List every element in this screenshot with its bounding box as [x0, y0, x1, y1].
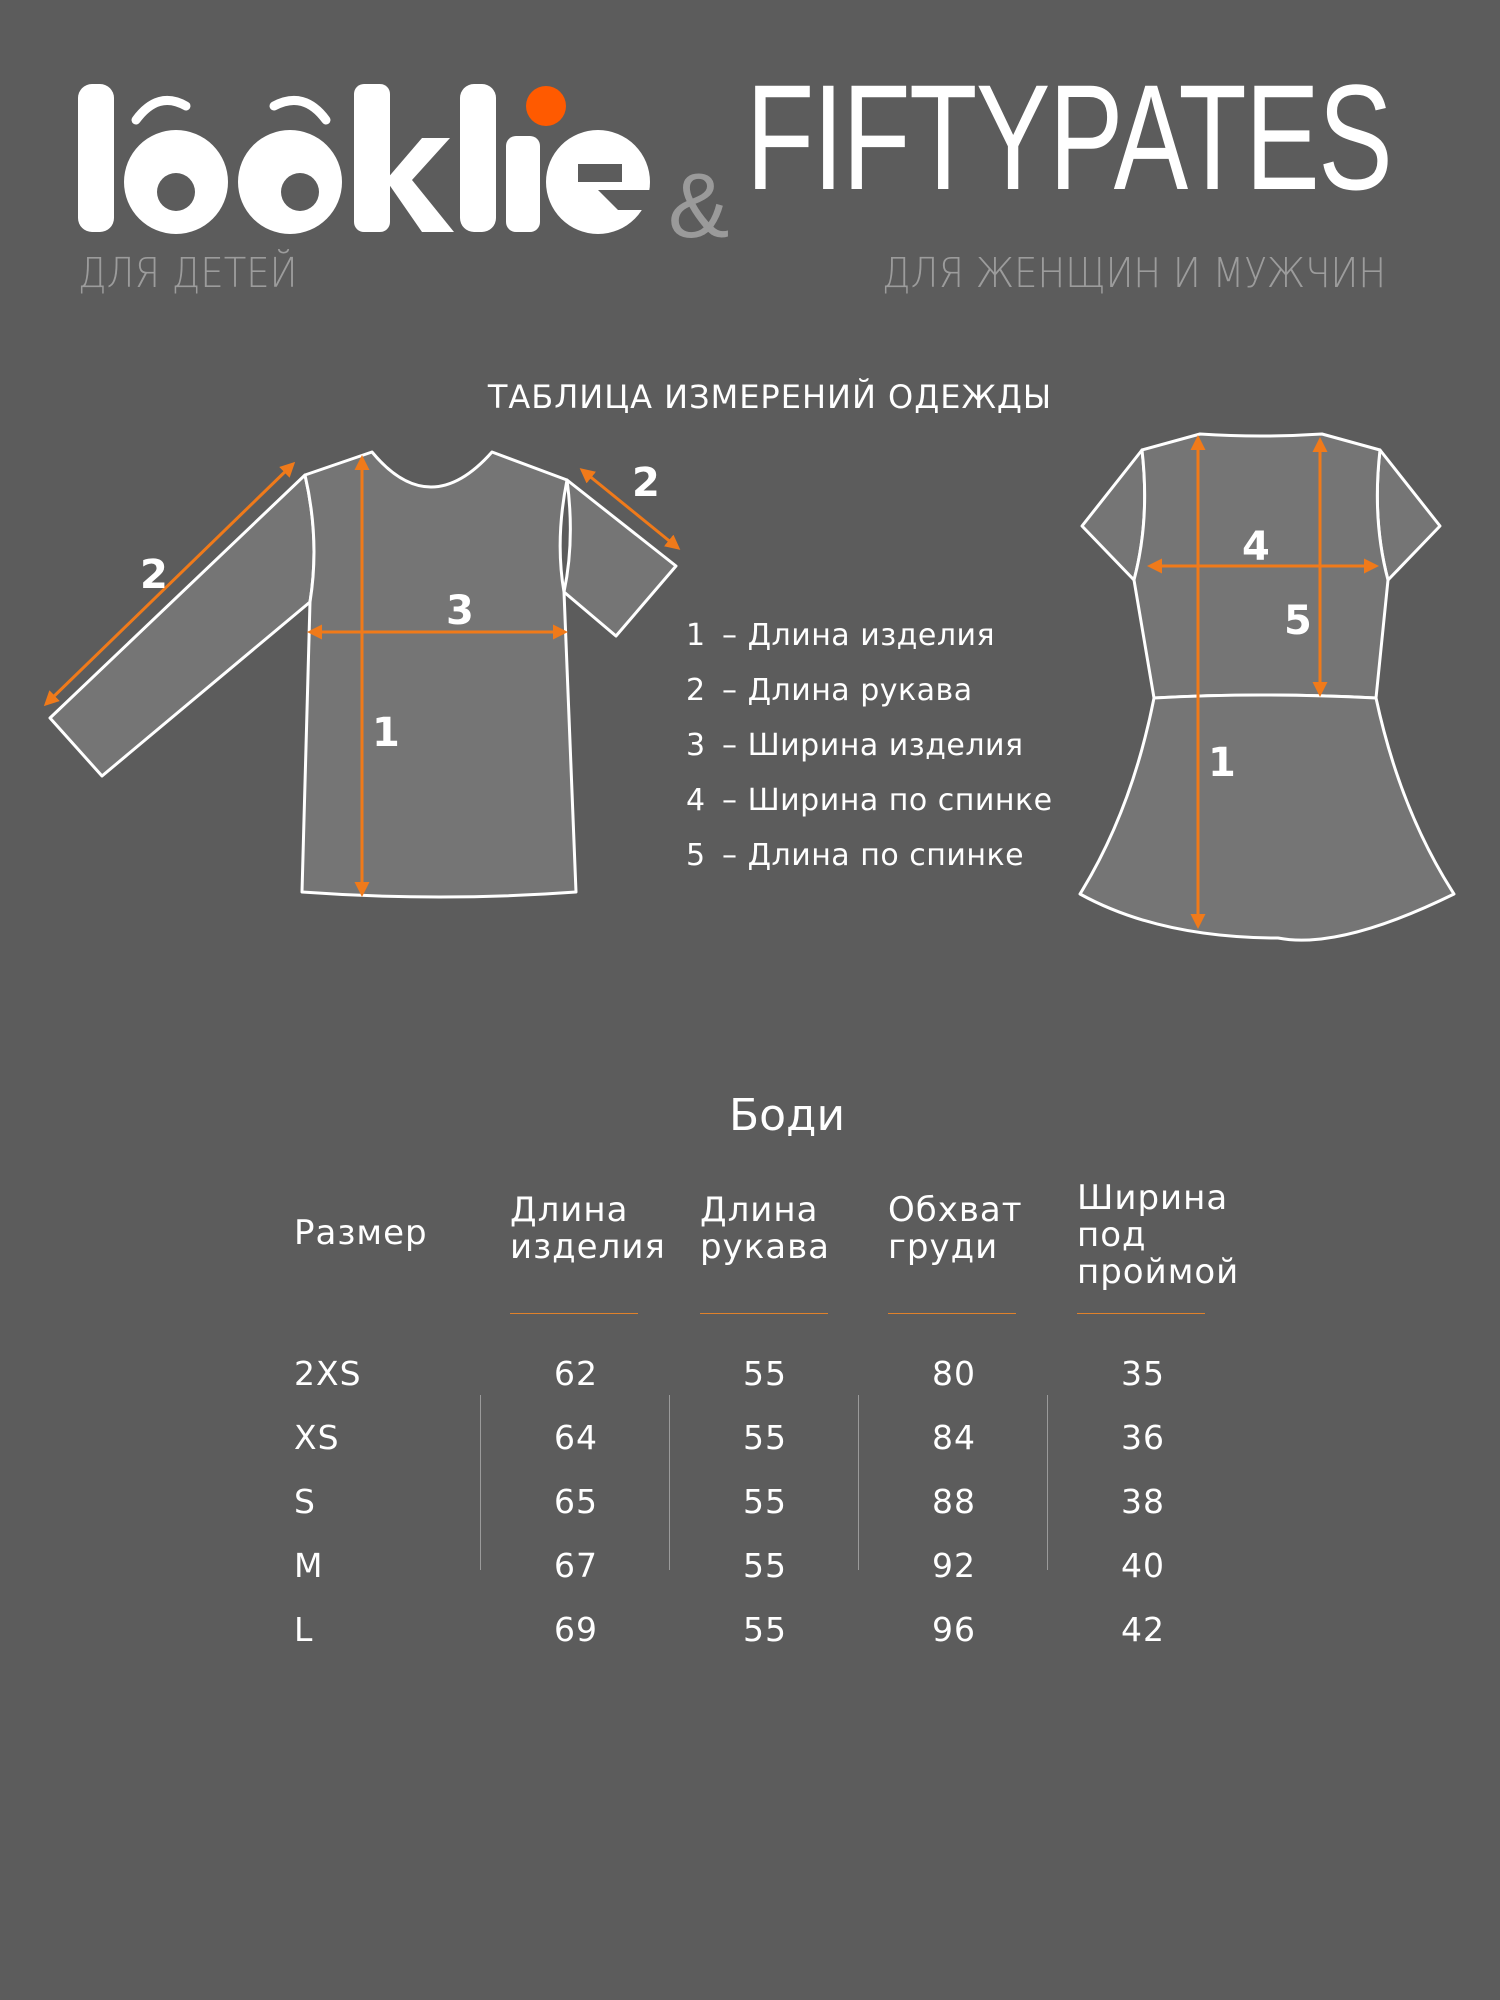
shirt-label-2-right: 2	[632, 460, 660, 506]
legend-item: 1 – Длина изделия	[686, 618, 996, 653]
header-underline	[1077, 1313, 1205, 1314]
tagline-kids: ДЛЯ ДЕТЕЙ	[78, 249, 298, 297]
table-cell-width: 42	[1121, 1610, 1165, 1649]
table-cell-length: 64	[554, 1418, 598, 1457]
header-underline	[510, 1313, 638, 1314]
column-divider	[858, 1395, 859, 1570]
dress-diagram	[1060, 420, 1460, 964]
dress-label-4: 4	[1242, 524, 1270, 570]
table-cell-chest: 84	[932, 1418, 976, 1457]
table-cell-length: 69	[554, 1610, 598, 1649]
fiftypates-logo: FIFTYPATES	[746, 53, 1392, 221]
table-cell-chest: 80	[932, 1354, 976, 1393]
shirt-label-2-left: 2	[140, 552, 168, 598]
column-divider	[480, 1395, 481, 1570]
dress-label-5: 5	[1284, 598, 1312, 644]
header-chest: Обхват груди	[888, 1190, 1023, 1267]
table-title: Боди	[728, 1090, 846, 1141]
tagline-adults: ДЛЯ ЖЕНЩИН И МУЖЧИН	[881, 249, 1386, 297]
table-cell-length: 65	[554, 1482, 598, 1521]
table-cell-sleeve: 55	[743, 1418, 787, 1457]
legend-item: 3 – Ширина изделия	[686, 728, 1024, 763]
table-cell-width: 38	[1121, 1482, 1165, 1521]
legend-item: 5 – Длина по спинке	[686, 838, 1025, 873]
measurement-legend	[686, 618, 1053, 893]
table-cell-sleeve: 55	[743, 1610, 787, 1649]
table-cell-sleeve: 55	[743, 1482, 787, 1521]
column-divider	[1047, 1395, 1048, 1570]
table-cell-sleeve: 55	[743, 1354, 787, 1393]
column-divider	[669, 1395, 670, 1570]
header-underline	[888, 1313, 1016, 1314]
shirt-label-3: 3	[446, 588, 474, 634]
table-cell-width: 36	[1121, 1418, 1165, 1457]
looklie-logo	[78, 80, 658, 244]
table-cell-width: 40	[1121, 1546, 1165, 1585]
table-cell-length: 67	[554, 1546, 598, 1585]
header-width: Ширина под проймой	[1077, 1178, 1240, 1292]
table-row-size: XS	[294, 1418, 340, 1457]
table-row-size: 2XS	[294, 1354, 362, 1393]
legend-item: 2 – Длина рукава	[686, 673, 973, 708]
table-cell-length: 62	[554, 1354, 598, 1393]
header-length: Длина изделия	[510, 1190, 666, 1267]
header-sleeve: Длина рукава	[700, 1190, 830, 1267]
header-size: Размер	[294, 1213, 428, 1253]
table-row-size: S	[294, 1482, 316, 1521]
table-cell-chest: 88	[932, 1482, 976, 1521]
header-underline	[700, 1313, 828, 1314]
legend-item: 4 – Ширина по спинке	[686, 783, 1053, 818]
table-row-size: L	[294, 1610, 314, 1649]
table-cell-chest: 96	[932, 1610, 976, 1649]
table-cell-chest: 92	[932, 1546, 976, 1585]
shirt-diagram	[0, 420, 700, 924]
shirt-label-1: 1	[372, 710, 400, 756]
table-cell-width: 35	[1121, 1354, 1165, 1393]
dress-label-1: 1	[1208, 740, 1236, 786]
ampersand: &	[668, 155, 730, 257]
measurement-title: ТАБЛИЦА ИЗМЕРЕНИЙ ОДЕЖДЫ	[487, 378, 1053, 416]
table-row-size: M	[294, 1546, 324, 1585]
table-cell-sleeve: 55	[743, 1546, 787, 1585]
